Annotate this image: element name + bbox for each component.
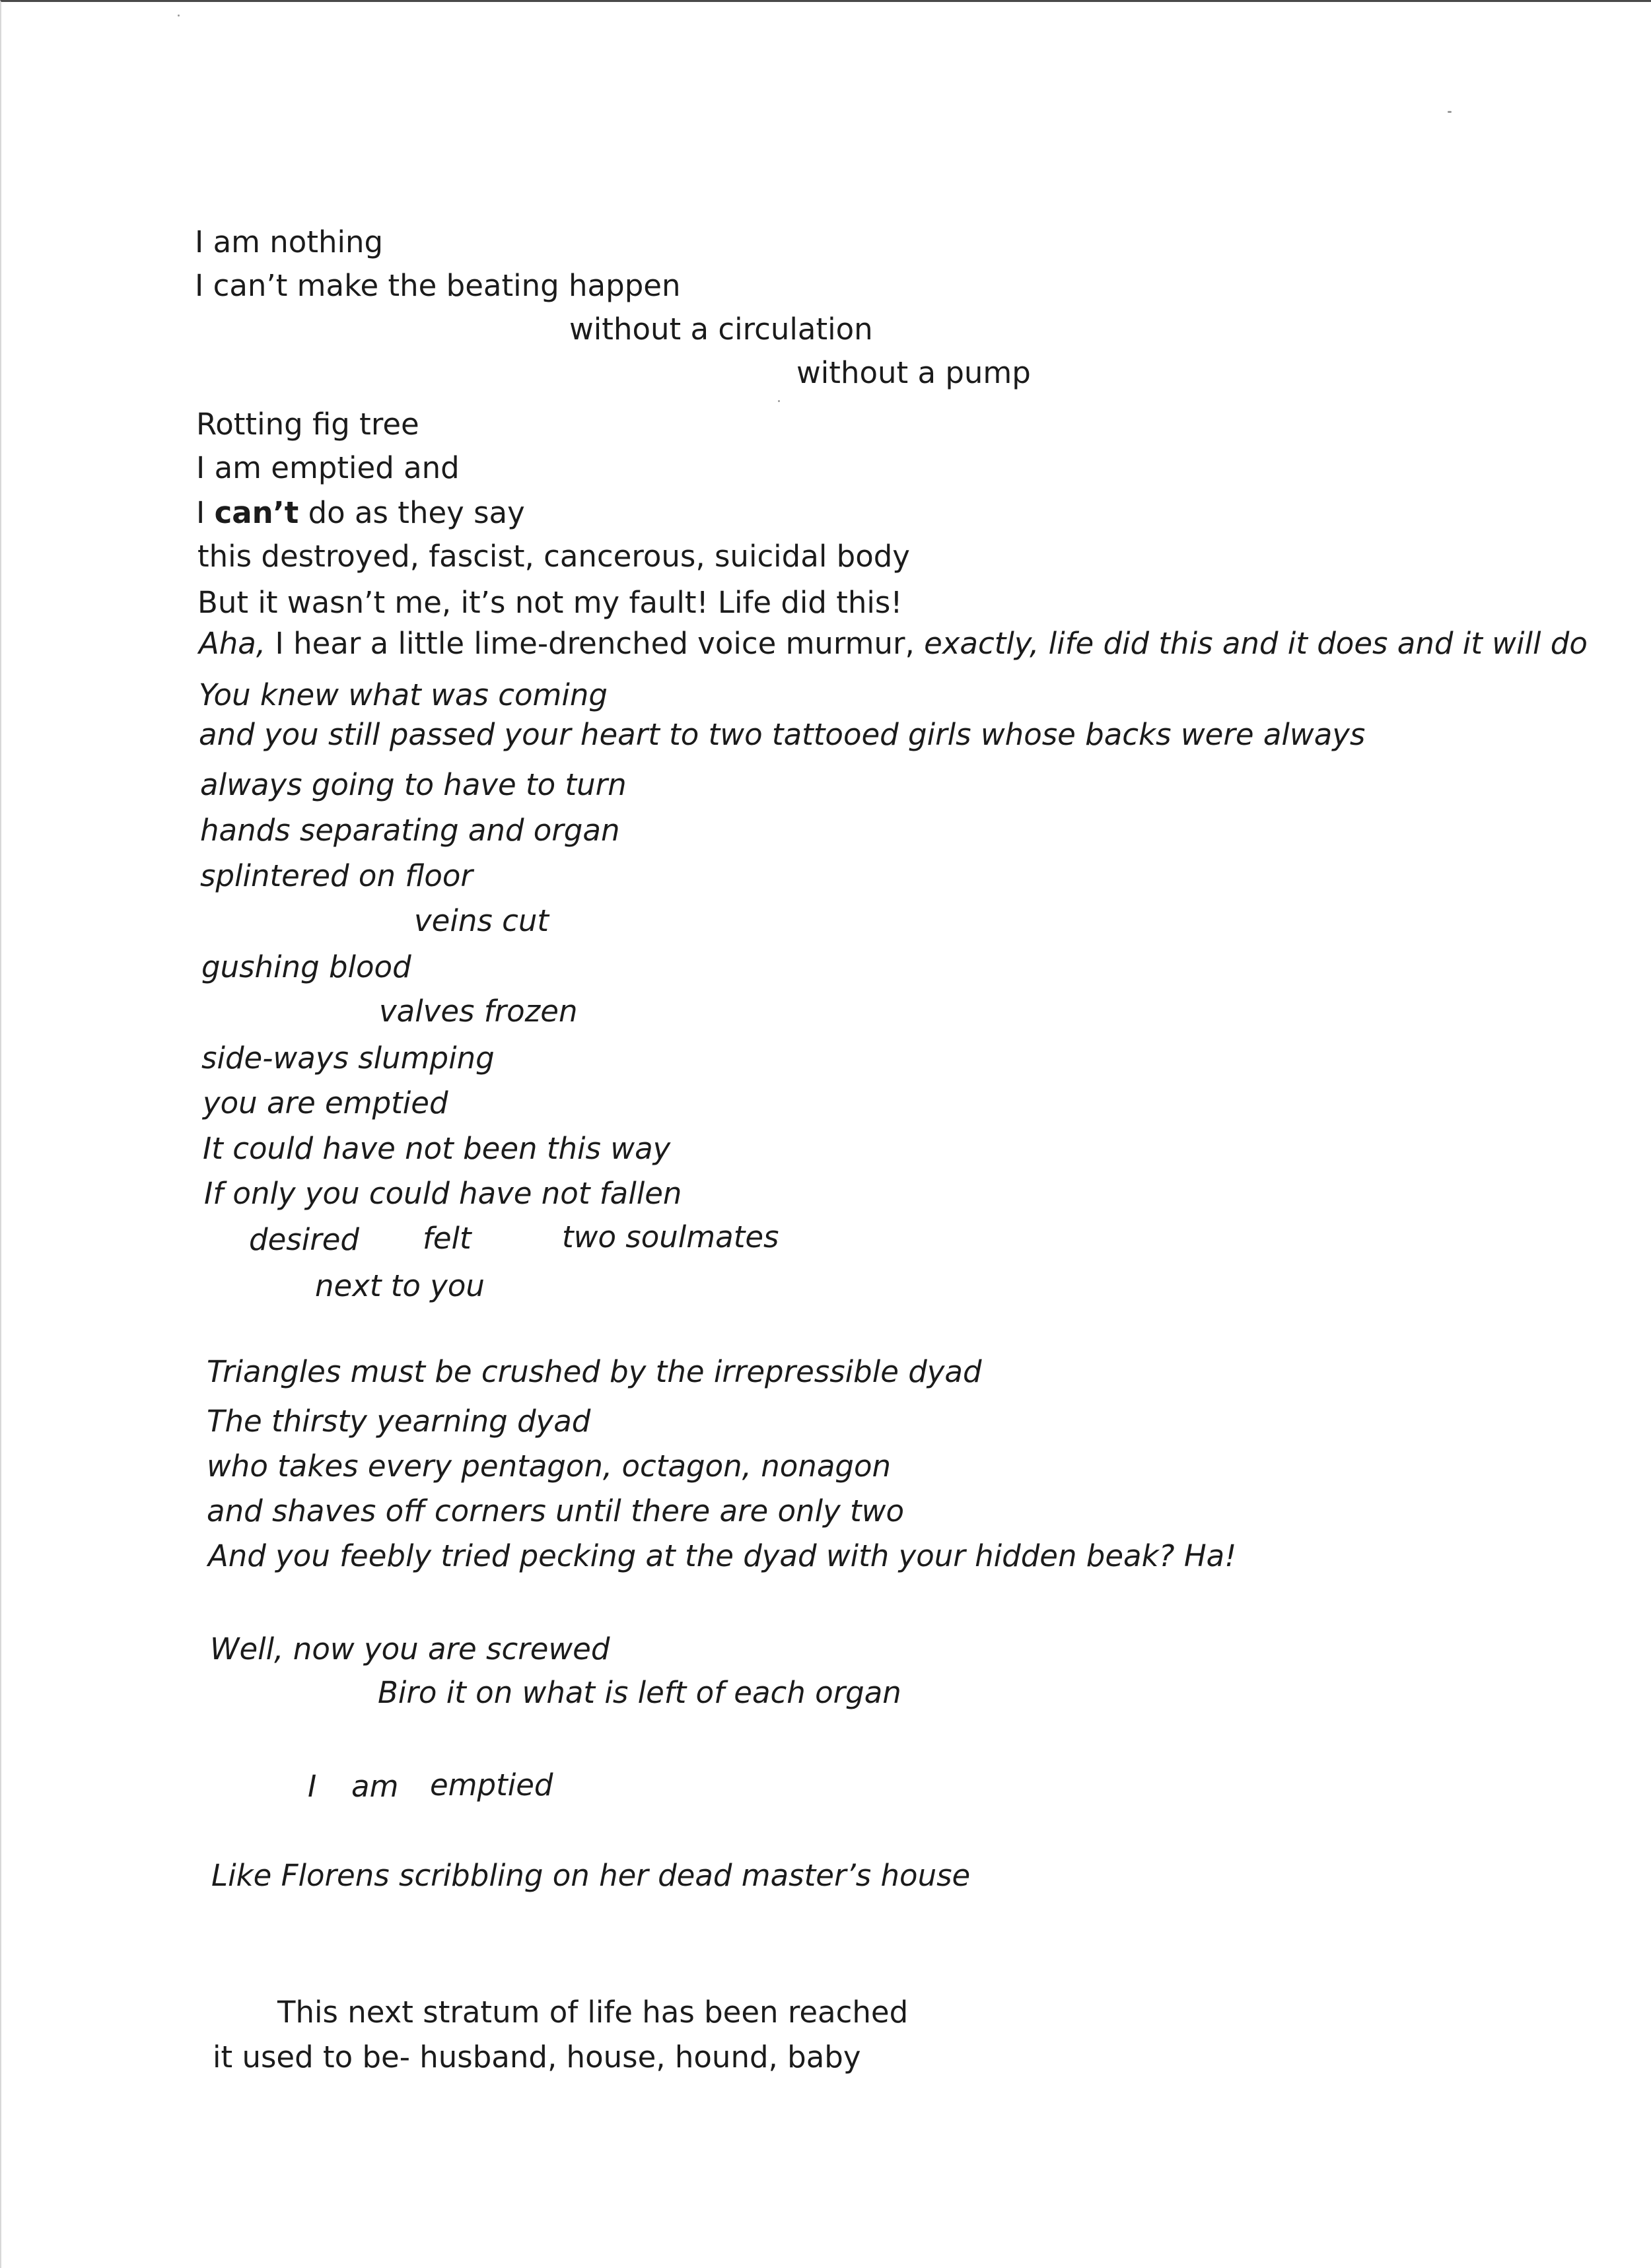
italic-phrase: exactly, life did this and it does and it will do <box>924 626 1588 661</box>
poem-line: I am emptied and <box>196 450 460 485</box>
poem-line: This next stratum of life has been reached <box>277 1995 909 2030</box>
poem-line-mixed <box>199 626 1588 661</box>
poem-line: veins cut <box>414 903 549 938</box>
scan-speck <box>178 15 180 17</box>
poem-line-emphasis <box>196 495 525 530</box>
poem-line: side-ways slumping <box>201 1041 495 1076</box>
poem-line: I can’t make the beating happen <box>195 268 681 303</box>
poem-word: emptied <box>430 1768 553 1803</box>
poem-line: If only you could have not fallen <box>204 1176 682 1211</box>
poem-word: desired <box>249 1222 359 1257</box>
poem-line: valves frozen <box>379 994 578 1029</box>
poem-line: this destroyed, fascist, cancerous, suicidal body <box>197 539 910 574</box>
bold-word: can’t <box>214 495 299 530</box>
poem-line: Triangles must be crushed by the irrepressible dyad <box>207 1354 982 1389</box>
poem-word: am <box>351 1769 399 1804</box>
poem-line: Well, now you are screwed <box>210 1632 610 1667</box>
poem-line: you are emptied <box>203 1085 448 1120</box>
poem-line: without a pump <box>796 355 1031 390</box>
poem-word: I hear a little lime-drenched voice murmur, <box>265 626 925 661</box>
scan-speck <box>778 400 780 402</box>
poem-line: without a circulation <box>569 312 873 347</box>
poem-line: splintered on floor <box>200 858 473 893</box>
poem-line: Biro it on what is left of each organ <box>378 1675 901 1710</box>
poem-line: Like Florens scribbling on her dead master’s house <box>211 1858 971 1893</box>
poem-line: But it wasn’t me, it’s not my fault! Life did this! <box>197 585 903 620</box>
poem-line: The thirsty yearning dyad <box>207 1404 591 1439</box>
poem-word: do as they say <box>299 495 525 530</box>
poem-line: always going to have to turn <box>200 767 627 802</box>
poem-line: I am nothing <box>195 224 384 259</box>
poem-line: and you still passed your heart to two tattooed girls whose backs were always <box>199 717 1366 752</box>
poem-line: who takes every pentagon, octagon, nonagon <box>207 1449 892 1484</box>
poem-line: You knew what was coming <box>199 677 608 712</box>
poem-line: And you feebly tried pecking at the dyad with your hidden beak? Ha! <box>208 1538 1237 1573</box>
italic-word: Aha, <box>199 626 266 661</box>
poem-line: It could have not been this way <box>203 1131 671 1166</box>
poem-line: next to you <box>315 1268 485 1303</box>
poem-word: I <box>196 495 215 530</box>
poem-word: I <box>308 1769 317 1804</box>
poem-line: Rotting fig tree <box>196 407 419 442</box>
poem-line: hands separating and organ <box>200 813 620 848</box>
scan-speck <box>1448 111 1452 113</box>
poem-word: felt <box>423 1221 472 1256</box>
poem-line: gushing blood <box>201 949 411 984</box>
poem-line: it used to be- husband, house, hound, baby <box>213 2040 861 2075</box>
poem-line: and shaves off corners until there are only two <box>207 1494 904 1529</box>
poem-word: two soulmates <box>562 1220 779 1254</box>
